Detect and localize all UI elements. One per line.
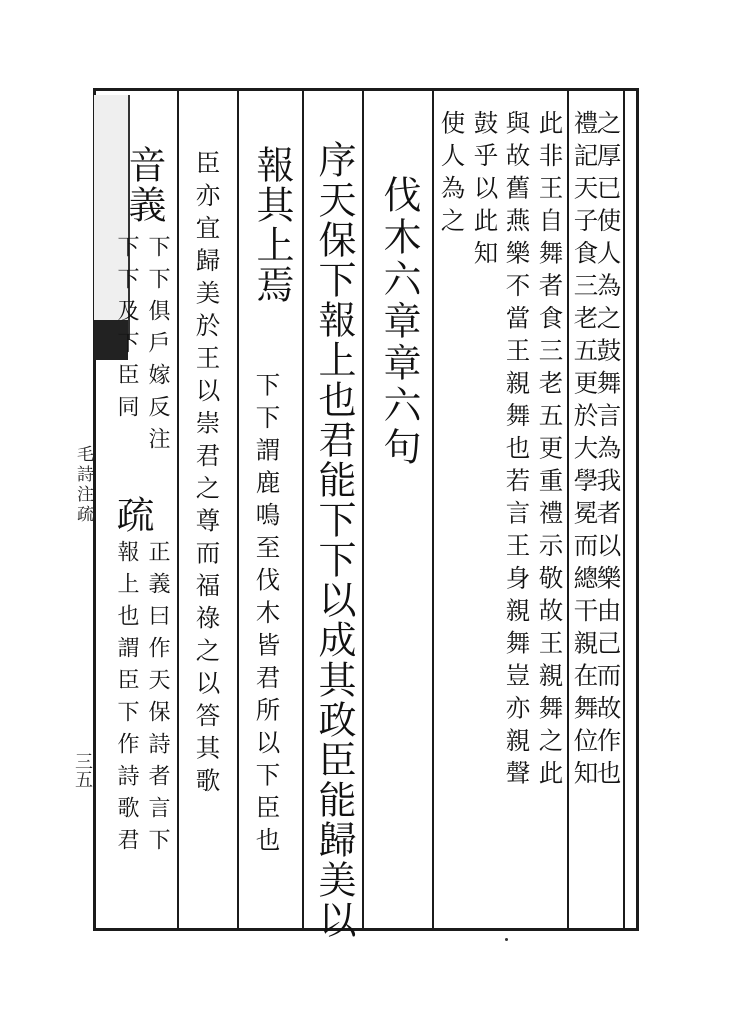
- yinyi-note: 下下及下臣同: [114, 235, 139, 427]
- ink-dot: [505, 938, 508, 941]
- column-rule: [362, 91, 364, 928]
- yinyi-note: 下下俱戶嫁反注: [145, 235, 170, 459]
- commentary-column: 禮記天子食三老五更於大學冕而總干親在舞位知: [570, 110, 600, 793]
- yinyi-label: 音義: [122, 145, 166, 225]
- commentary-column: 此非王自舞者食三老五更重禮示敬故王親舞之此: [535, 110, 565, 793]
- column-rule: [237, 91, 239, 928]
- preface-line: 臣亦宜歸美於王以崇君之尊而福祿之以答其歌: [192, 150, 222, 800]
- commentary-column: 之厚已使人為之鼓舞言為我者以樂由己而故作也: [593, 110, 623, 793]
- commentary-column: 鼓乎以此知: [470, 110, 500, 273]
- column-rule: [567, 91, 569, 928]
- commentary-column: 使人為之: [437, 110, 467, 240]
- shu-text: 報上也謂臣下作詩歌君: [114, 540, 139, 860]
- shu-text: 正義曰作天保詩者言下: [145, 540, 170, 860]
- column-rule: [623, 91, 625, 928]
- preface-line: 報其上焉: [250, 145, 294, 305]
- column-rule: [432, 91, 434, 928]
- page-number: 三五: [72, 752, 93, 788]
- commentary-column: 與故舊燕樂不當王親舞也若言王身親舞豈亦親聲: [502, 110, 532, 793]
- preface-line: 序天保下報上也君能下下以成其政臣能歸美以: [312, 140, 356, 940]
- shu-label: 疏: [110, 495, 154, 535]
- column-rule: [177, 91, 179, 928]
- spine-title: 毛詩注疏: [73, 445, 93, 525]
- ode-title: 伐木六章章六句: [377, 175, 421, 469]
- preface-note: 下下謂鹿鳴至伐木皆君所以下臣也: [252, 372, 282, 860]
- column-rule: [302, 91, 304, 928]
